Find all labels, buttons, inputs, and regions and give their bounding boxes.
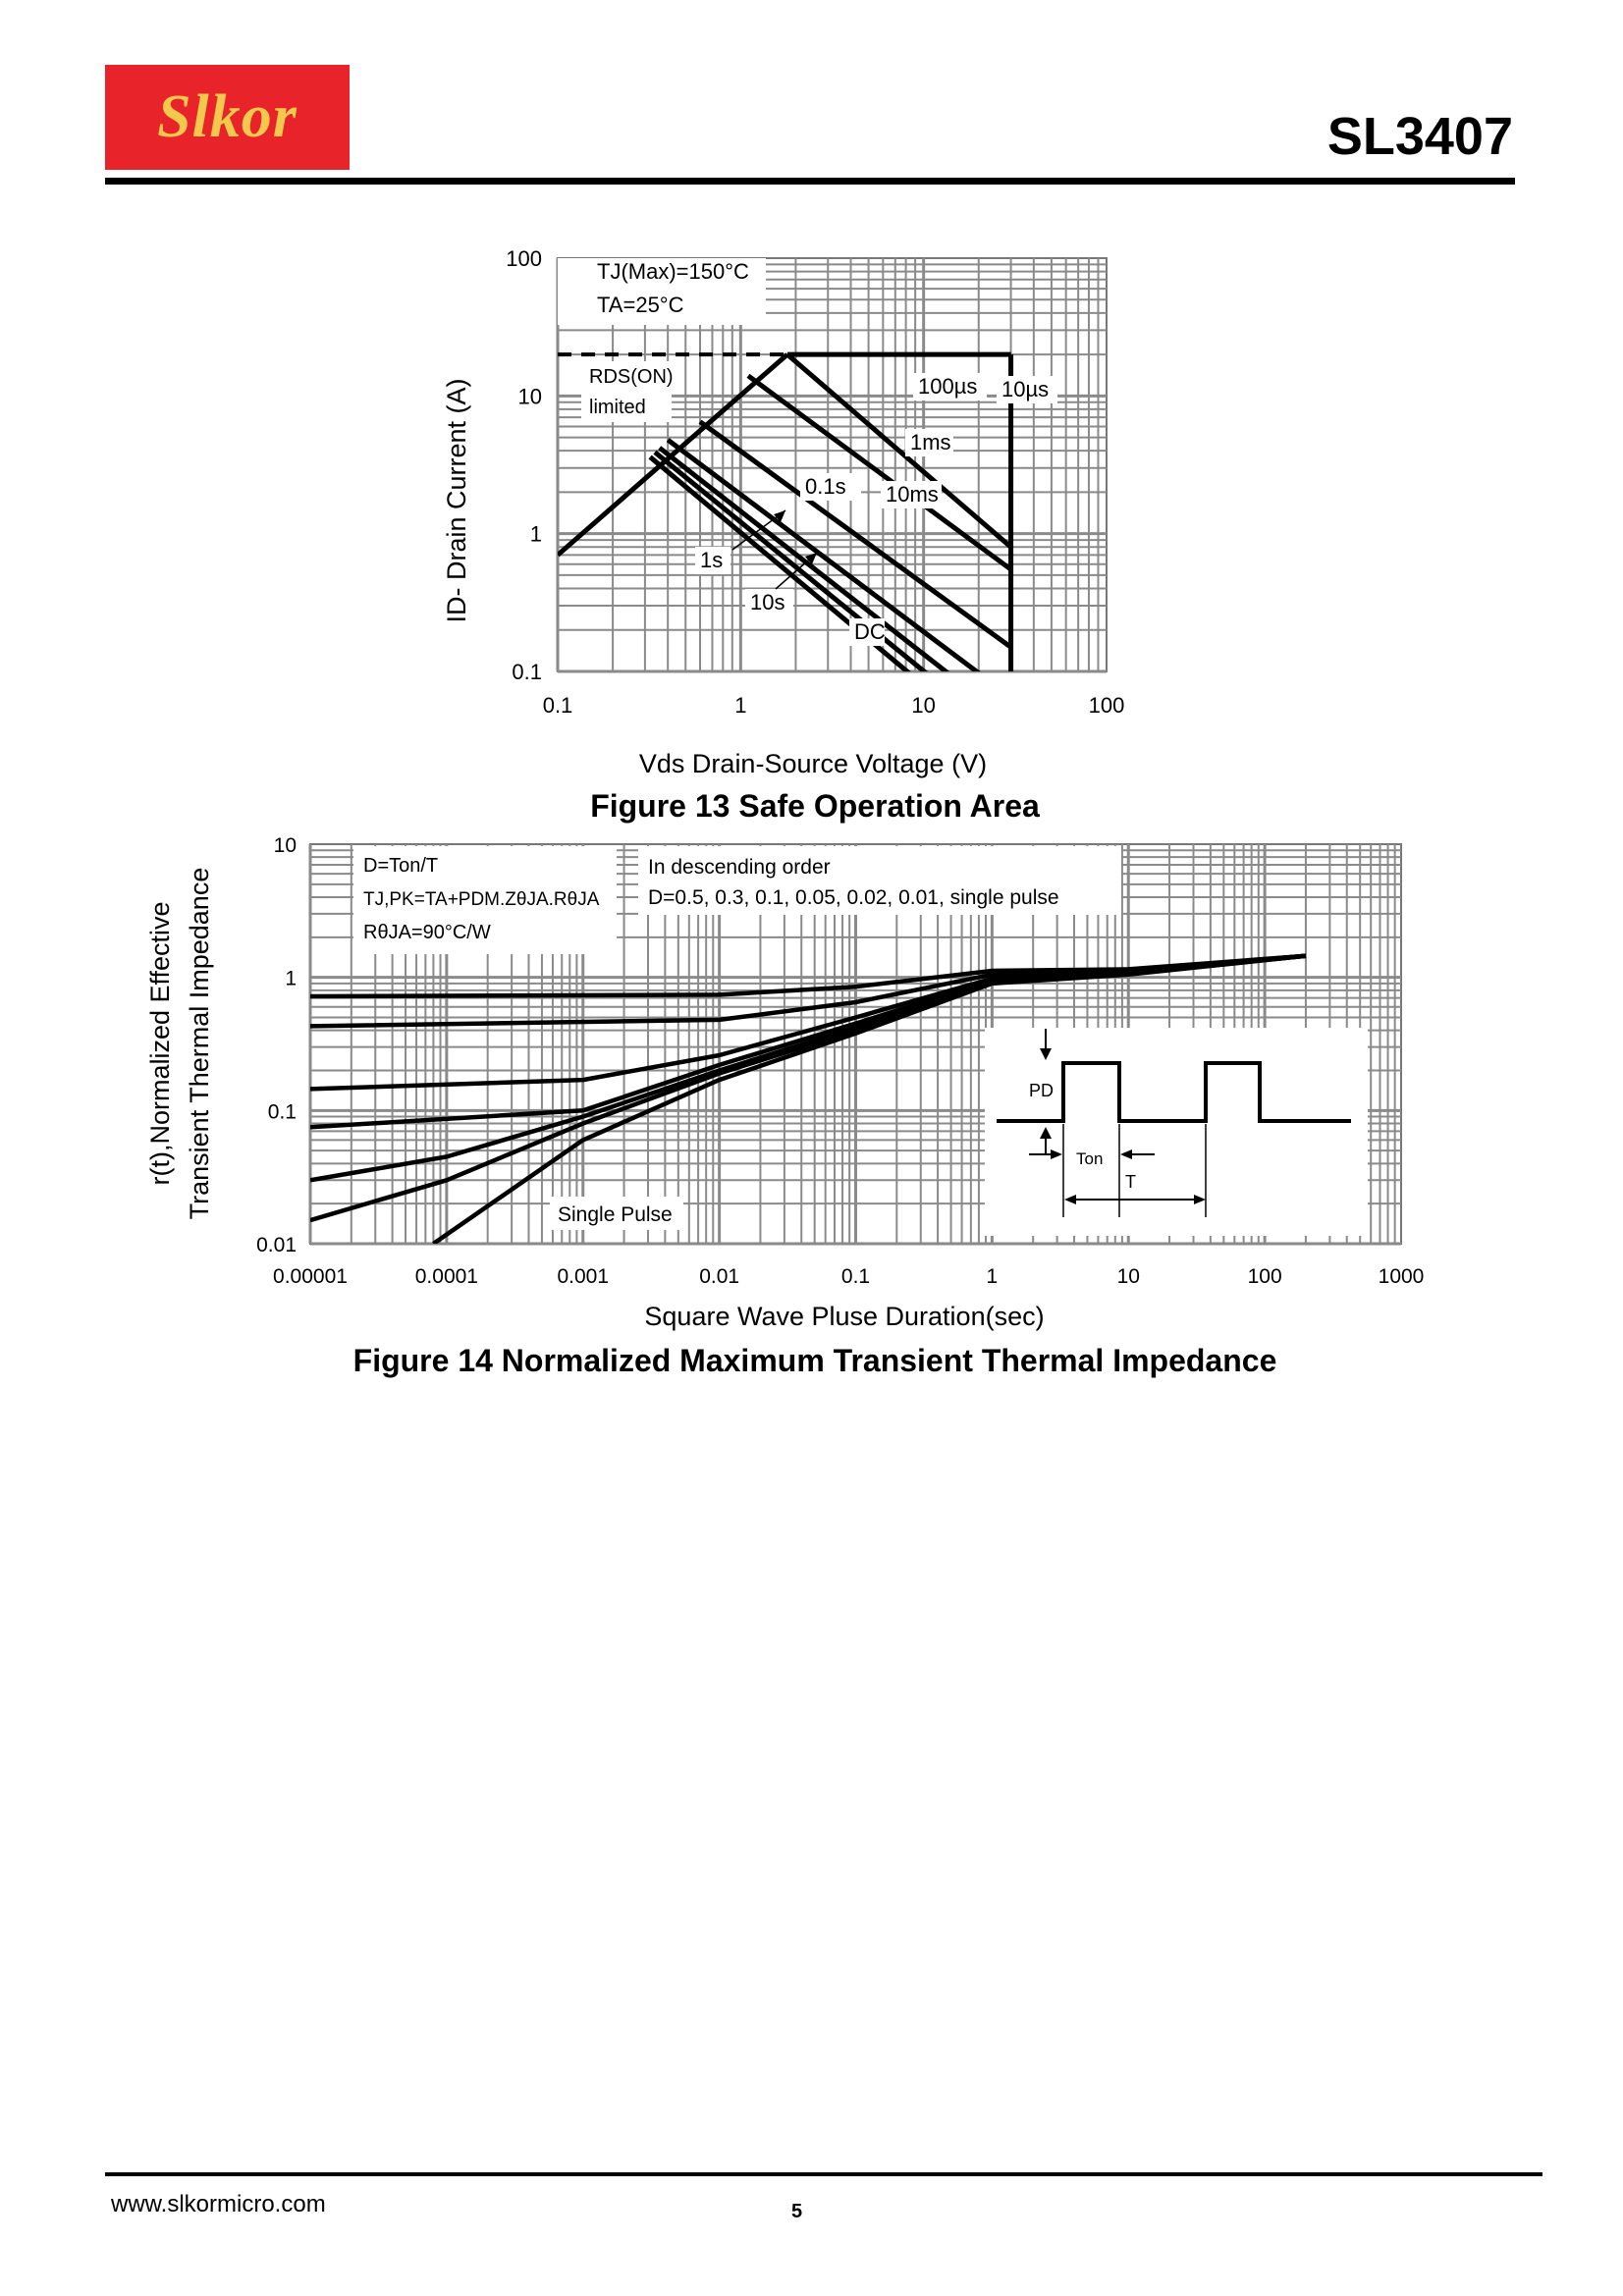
curve-label-3: 1ms: [910, 430, 951, 454]
fig14-inset-t: T: [1125, 1172, 1136, 1192]
footer-website: www.slkormicro.com: [111, 2191, 326, 2217]
x-tick-label: 1: [986, 1265, 999, 1288]
x-tick-label: 0.001: [557, 1265, 610, 1288]
fig14-y-label-line1: r(t),Normalized Effective: [145, 901, 175, 1186]
fig14-y-label-line2: Transient Thermal Impedance: [185, 867, 214, 1220]
part-number: SL3407: [1326, 107, 1513, 166]
x-tick-label: 100: [1088, 693, 1125, 718]
fig14-x-label: Square Wave Pluse Duration(sec): [644, 1302, 1045, 1331]
fig14-inset-ton: Ton: [1076, 1149, 1104, 1168]
y-tick-label: 100: [506, 246, 542, 271]
y-tick-label: 0.1: [267, 1100, 297, 1124]
fig14-order-values: D=0.5, 0.3, 0.1, 0.05, 0.02, 0.01, single pulse: [648, 886, 1059, 909]
y-tick-label: 10: [517, 384, 542, 409]
y-tick-label: 1: [285, 967, 297, 990]
fig13-ta: TA=25°C: [597, 293, 684, 317]
fig13-rds-label: RDS(ON): [589, 366, 674, 388]
x-tick-label: 1000: [1378, 1265, 1425, 1288]
x-tick-label: 10: [911, 693, 936, 718]
x-tick-label: 10: [1116, 1265, 1140, 1288]
curve-label-1: 100µs: [918, 374, 978, 399]
fig14-inset-pd: PD: [1029, 1081, 1055, 1100]
footer-rule: [105, 2172, 1542, 2176]
x-tick-label: 0.00001: [273, 1265, 348, 1288]
fig14-pulse-inset: [985, 1028, 1368, 1236]
fig14-caption: Figure 14 Normalized Maximum Transient Thermal Impedance: [352, 1343, 1277, 1378]
x-tick-label: 0.1: [840, 1265, 871, 1288]
fig14-formula-rtheta: RθJA=90°C/W: [363, 922, 491, 943]
y-tick-label: 10: [273, 834, 297, 857]
curve-label-4: 0.1s: [805, 474, 846, 499]
curve-label-8: DC: [854, 619, 886, 644]
fig13-rds-limited: limited: [589, 397, 646, 418]
fig14-order-title: In descending order: [648, 856, 831, 879]
fig13-x-label: Vds Drain-Source Voltage (V): [638, 749, 988, 778]
fig14-formula-d: D=Ton/T: [363, 855, 439, 877]
fig14-single-pulse-label: Single Pulse: [558, 1203, 673, 1226]
y-tick-label: 0.1: [512, 660, 542, 684]
curve-label-6: 1s: [700, 548, 724, 572]
fig13-caption: Figure 13 Safe Operation Area: [590, 788, 1040, 824]
fig13-y-label: ID- Drain Current (A): [442, 378, 471, 623]
curve-label-7: 10s: [750, 590, 785, 614]
curve-label-2: 10µs: [1001, 377, 1050, 401]
curve-label-5: 10ms: [886, 482, 939, 507]
x-tick-label: 0.0001: [414, 1265, 478, 1288]
y-tick-label: 0.01: [256, 1234, 297, 1256]
x-tick-label: 0.01: [699, 1265, 740, 1288]
logo-text: Slkor: [157, 83, 298, 150]
page-number: 5: [791, 2201, 803, 2222]
fig14-formula-tjpk: TJ,PK=TA+PDM.ZθJA.RθJA: [363, 889, 600, 910]
fig13-tj-max: TJ(Max)=150°C: [597, 259, 749, 284]
y-tick-label: 1: [529, 521, 542, 547]
x-tick-label: 0.1: [542, 693, 573, 718]
x-tick-label: 1: [734, 693, 747, 718]
x-tick-label: 100: [1247, 1265, 1282, 1288]
